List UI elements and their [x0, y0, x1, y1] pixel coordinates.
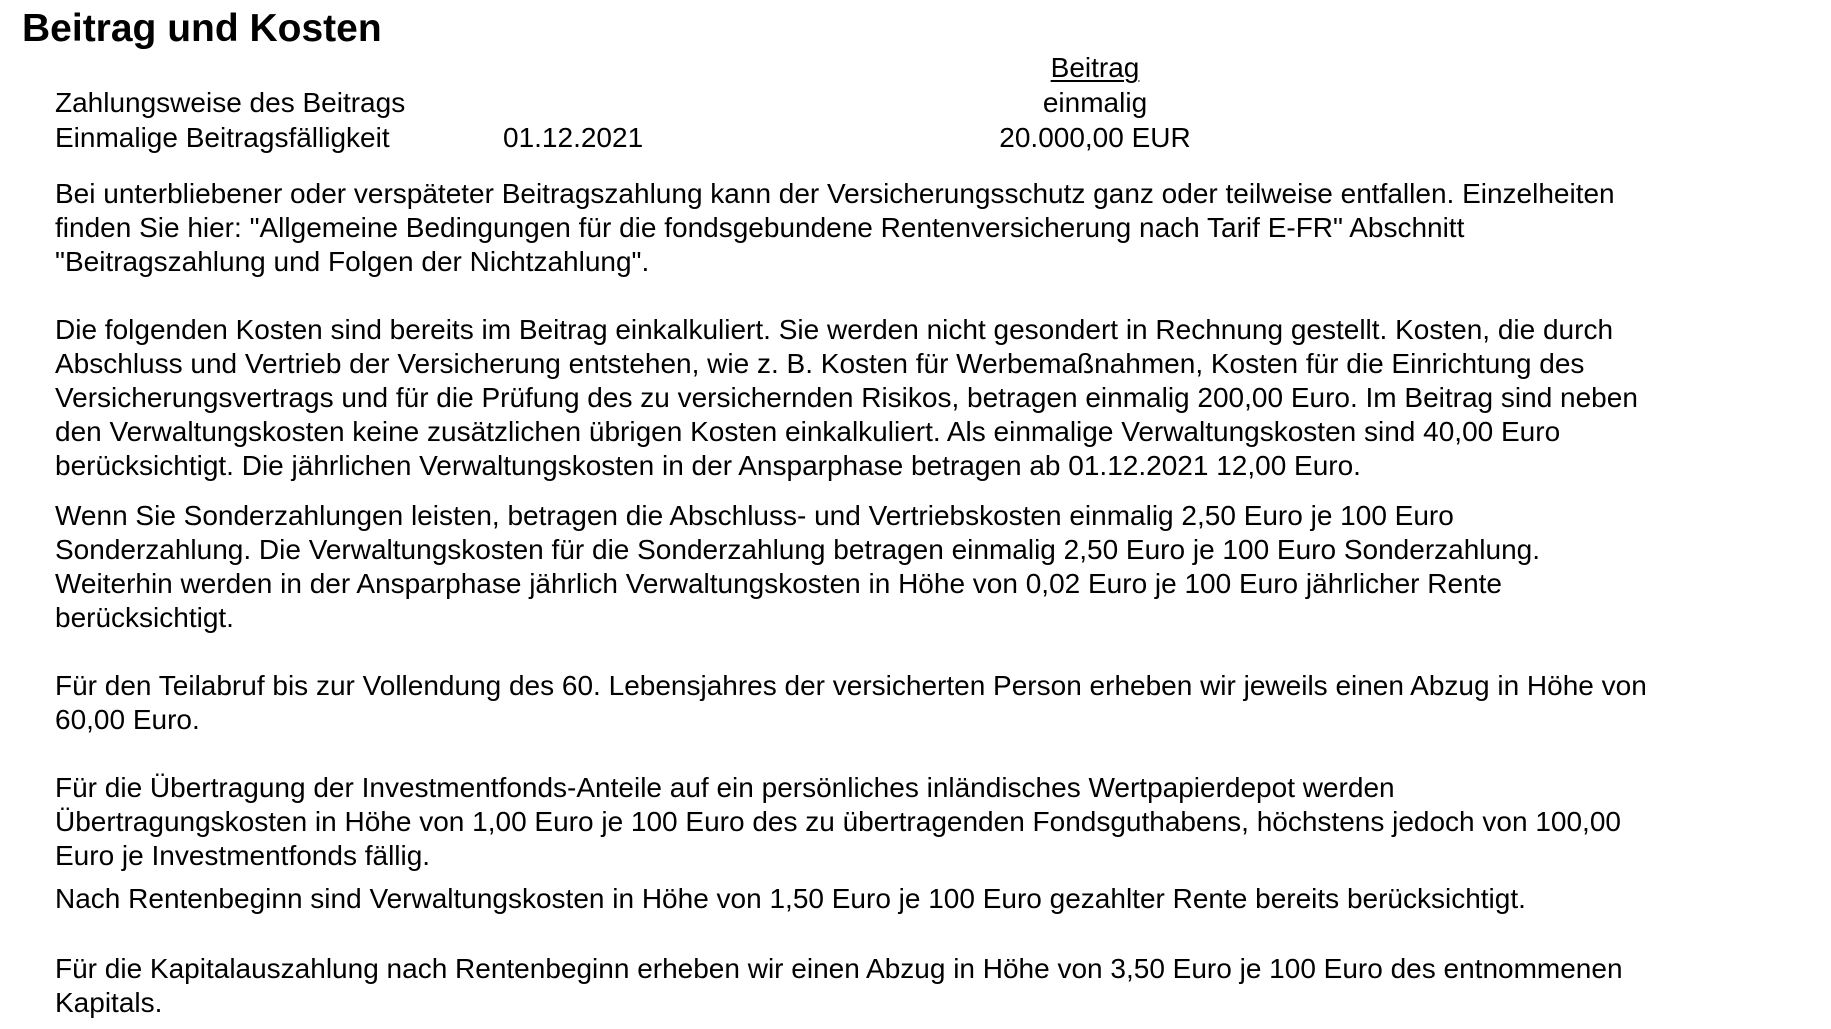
special-payment-costs-paragraph: Wenn Sie Sonderzahlungen leisten, betragen die Abschluss- und Vertriebskosten einmalig 2,50 Euro je 100 Euro Sonderzahlung. Die Verwaltungskosten für die Sonderzahlung betragen einmalig 2,50 Euro je 100 Euro Sonderzahlung. Weiterhin werden in der Ansparphase jährlich Verwaltungskosten in Höhe von 0,02 Euro je 100 Euro jährlicher Rente berücksichtigt.	[55, 500, 1540, 633]
fund-transfer-paragraph: Für die Übertragung der Investmentfonds-Anteile auf ein persönliches inländisches Wertpapierdepot werden Übertragungskosten in Höhe von 1,00 Euro je 100 Euro des zu übertragenden Fondsguthabens, höchstens jedoch von 100,00 Euro je Investmentfonds fällig.	[55, 772, 1621, 871]
partial-withdrawal-paragraph: Für den Teilabruf bis zur Vollendung des 60. Lebensjahres der versicherten Person erheben wir jeweils einen Abzug in Höhe von 60,00 Euro.	[55, 670, 1647, 735]
due-date-value: 01.12.2021	[503, 122, 644, 153]
premium-amount: 20.000,00 EUR	[999, 122, 1191, 153]
payment-method-label: Zahlungsweise des Beitrags	[55, 87, 406, 118]
payment-method-value: einmalig	[1042, 87, 1148, 118]
capital-payout-paragraph: Für die Kapitalauszahlung nach Rentenbeginn erheben wir einen Abzug in Höhe von 3,50 Euro je 100 Euro des entnommenen Kapitals.	[55, 953, 1623, 1018]
post-pension-admin-costs-paragraph: Nach Rentenbeginn sind Verwaltungskosten in Höhe von 1,50 Euro je 100 Euro gezahlter Rente bereits berücksichtigt.	[55, 883, 1526, 914]
due-date-label: Einmalige Beitragsfälligkeit	[55, 122, 390, 153]
payment-default-paragraph: Bei unterbliebener oder verspäteter Beitragszahlung kann der Versicherungsschutz ganz oder teilweise entfallen. Einzelheiten finden Sie hier: "Allgemeine Bedingungen für die fondsgebundene Rentenversicherung nach Tarif E-FR" Abschnitt "Beitragszahlung und Folgen der Nichtzahlung".	[55, 178, 1615, 277]
premium-column-header: Beitrag	[1050, 52, 1140, 83]
section-title: Beitrag und Kosten	[22, 7, 382, 50]
included-costs-paragraph: Die folgenden Kosten sind bereits im Beitrag einkalkuliert. Sie werden nicht gesondert in Rechnung gestellt. Kosten, die durch Abschluss und Vertrieb der Versicherung entstehen, wie z. B. Kosten für Werbemaßnahmen, Kosten für die Einrichtung des Versicherungsvertrags und für die Prüfung des zu versichernden Risikos, betragen einmalig 200,00 Euro. Im Beitrag sind neben den Verwaltungskosten keine zusätzlichen übrigen Kosten einkalkuliert. Als einmalige Verwaltungskosten sind 40,00 Euro berücksichtigt. Die jährlichen Verwaltungskosten in der Ansparphase betragen ab 01.12.2021 12,00 Euro.	[55, 314, 1638, 481]
